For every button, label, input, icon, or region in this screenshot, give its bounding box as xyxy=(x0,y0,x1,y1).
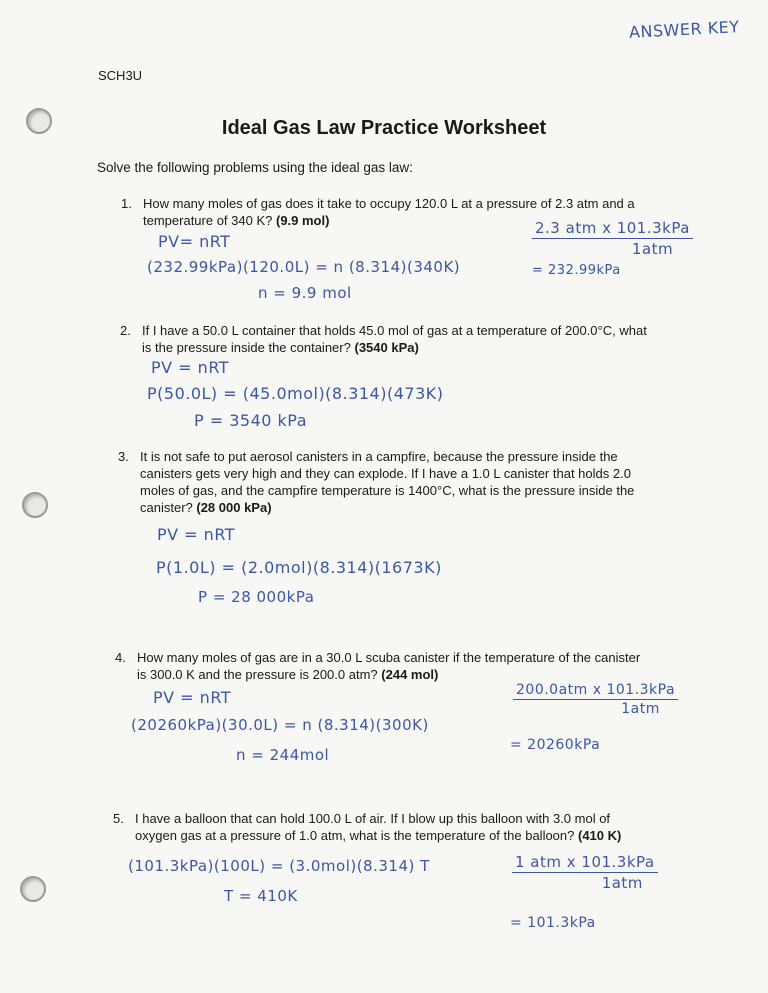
unit-conversion xyxy=(512,853,658,892)
conversion-numerator: 1 atm x 101.3kPa xyxy=(512,853,658,873)
question-answer: (28 000 kPa) xyxy=(196,500,272,515)
question-number: 3. xyxy=(118,449,129,464)
conversion-result: = 101.3kPa xyxy=(510,915,596,931)
unit-conversion xyxy=(513,682,678,717)
question-text-line: canister? xyxy=(140,500,193,515)
question-5 xyxy=(113,810,710,844)
question-answer: (9.9 mol) xyxy=(275,213,330,228)
work-formula: PV = nRT xyxy=(151,358,230,377)
conversion-denominator: 1atm xyxy=(621,701,660,717)
work-result: n = 244mol xyxy=(236,746,330,764)
work-step: (232.99kPa)(120.0L) = n (8.314)(340K) xyxy=(147,258,461,276)
work-result: T = 410K xyxy=(224,887,298,905)
question-number: 5. xyxy=(113,811,124,826)
question-4 xyxy=(115,649,707,683)
page-title: Ideal Gas Law Practice Worksheet xyxy=(221,117,547,139)
question-number: 4. xyxy=(115,650,126,665)
question-text-line: moles of gas, and the campfire temperature is 1400°C, what is the pressure inside the xyxy=(140,483,635,498)
question-text-line: is the pressure inside the container? xyxy=(142,340,351,355)
question-text-line: temperature of 340 K? xyxy=(143,213,273,228)
question-text-line: How many moles of gas does it take to occupy 120.0 L at a pressure of 2.3 atm and a xyxy=(143,196,635,211)
question-text-line: canisters gets very high and they can explode. If I have a 1.0 L canister that holds 2.0 xyxy=(140,466,631,481)
question-answer: (3540 kPa) xyxy=(354,340,419,355)
work-step: P(1.0L) = (2.0mol)(8.314)(1673K) xyxy=(156,558,442,577)
question-text-line: oxygen gas at a pressure of 1.0 atm, what is the temperature of the balloon? xyxy=(135,828,575,843)
conversion-numerator: 2.3 atm x 101.3kPa xyxy=(532,219,693,239)
work-step: P(50.0L) = (45.0mol)(8.314)(473K) xyxy=(147,384,444,403)
unit-conversion xyxy=(532,219,693,258)
work-step: (101.3kPa)(100L) = (3.0mol)(8.314) T xyxy=(128,857,430,875)
conversion-denominator: 1atm xyxy=(601,874,643,892)
question-text-line: If I have a 50.0 L container that holds 45.0 mol of gas at a temperature of 200.0°C, what xyxy=(142,323,647,338)
work-result: P = 3540 kPa xyxy=(194,411,308,430)
question-number: 2. xyxy=(120,323,131,338)
question-text-line: I have a balloon that can hold 100.0 L of air. If I blow up this balloon with 3.0 mol of xyxy=(135,811,611,826)
work-result: P = 28 000kPa xyxy=(198,588,315,606)
course-code: SCH3U xyxy=(98,68,143,83)
question-answer: (410 K) xyxy=(578,828,622,843)
answer-key-label: ANSWER KEY xyxy=(629,17,741,42)
question-text-line: It is not safe to put aerosol canisters in a campfire, because the pressure inside the xyxy=(140,449,618,464)
question-text-line: is 300.0 K and the pressure is 200.0 atm? xyxy=(137,667,378,682)
work-formula: PV= nRT xyxy=(158,232,231,251)
question-answer: (244 mol) xyxy=(381,667,439,682)
work-formula: PV = nRT xyxy=(157,525,236,544)
binder-hole-middle xyxy=(22,492,48,518)
work-step: (20260kPa)(30.0L) = n (8.314)(300K) xyxy=(131,716,429,734)
conversion-numerator: 200.0atm x 101.3kPa xyxy=(513,682,678,700)
work-formula: PV = nRT xyxy=(153,688,232,707)
question-3 xyxy=(118,448,710,516)
conversion-result: = 20260kPa xyxy=(510,737,601,753)
conversion-result: = 232.99kPa xyxy=(532,263,621,278)
binder-hole-bottom xyxy=(20,876,46,902)
question-text-line: How many moles of gas are in a 30.0 L scuba canister if the temperature of the canister xyxy=(137,650,641,665)
question-2 xyxy=(120,322,712,356)
work-result: n = 9.9 mol xyxy=(258,284,352,302)
conversion-denominator: 1atm xyxy=(631,240,674,258)
instructions: Solve the following problems using the ideal gas law: xyxy=(97,160,413,175)
question-number: 1. xyxy=(121,196,132,211)
